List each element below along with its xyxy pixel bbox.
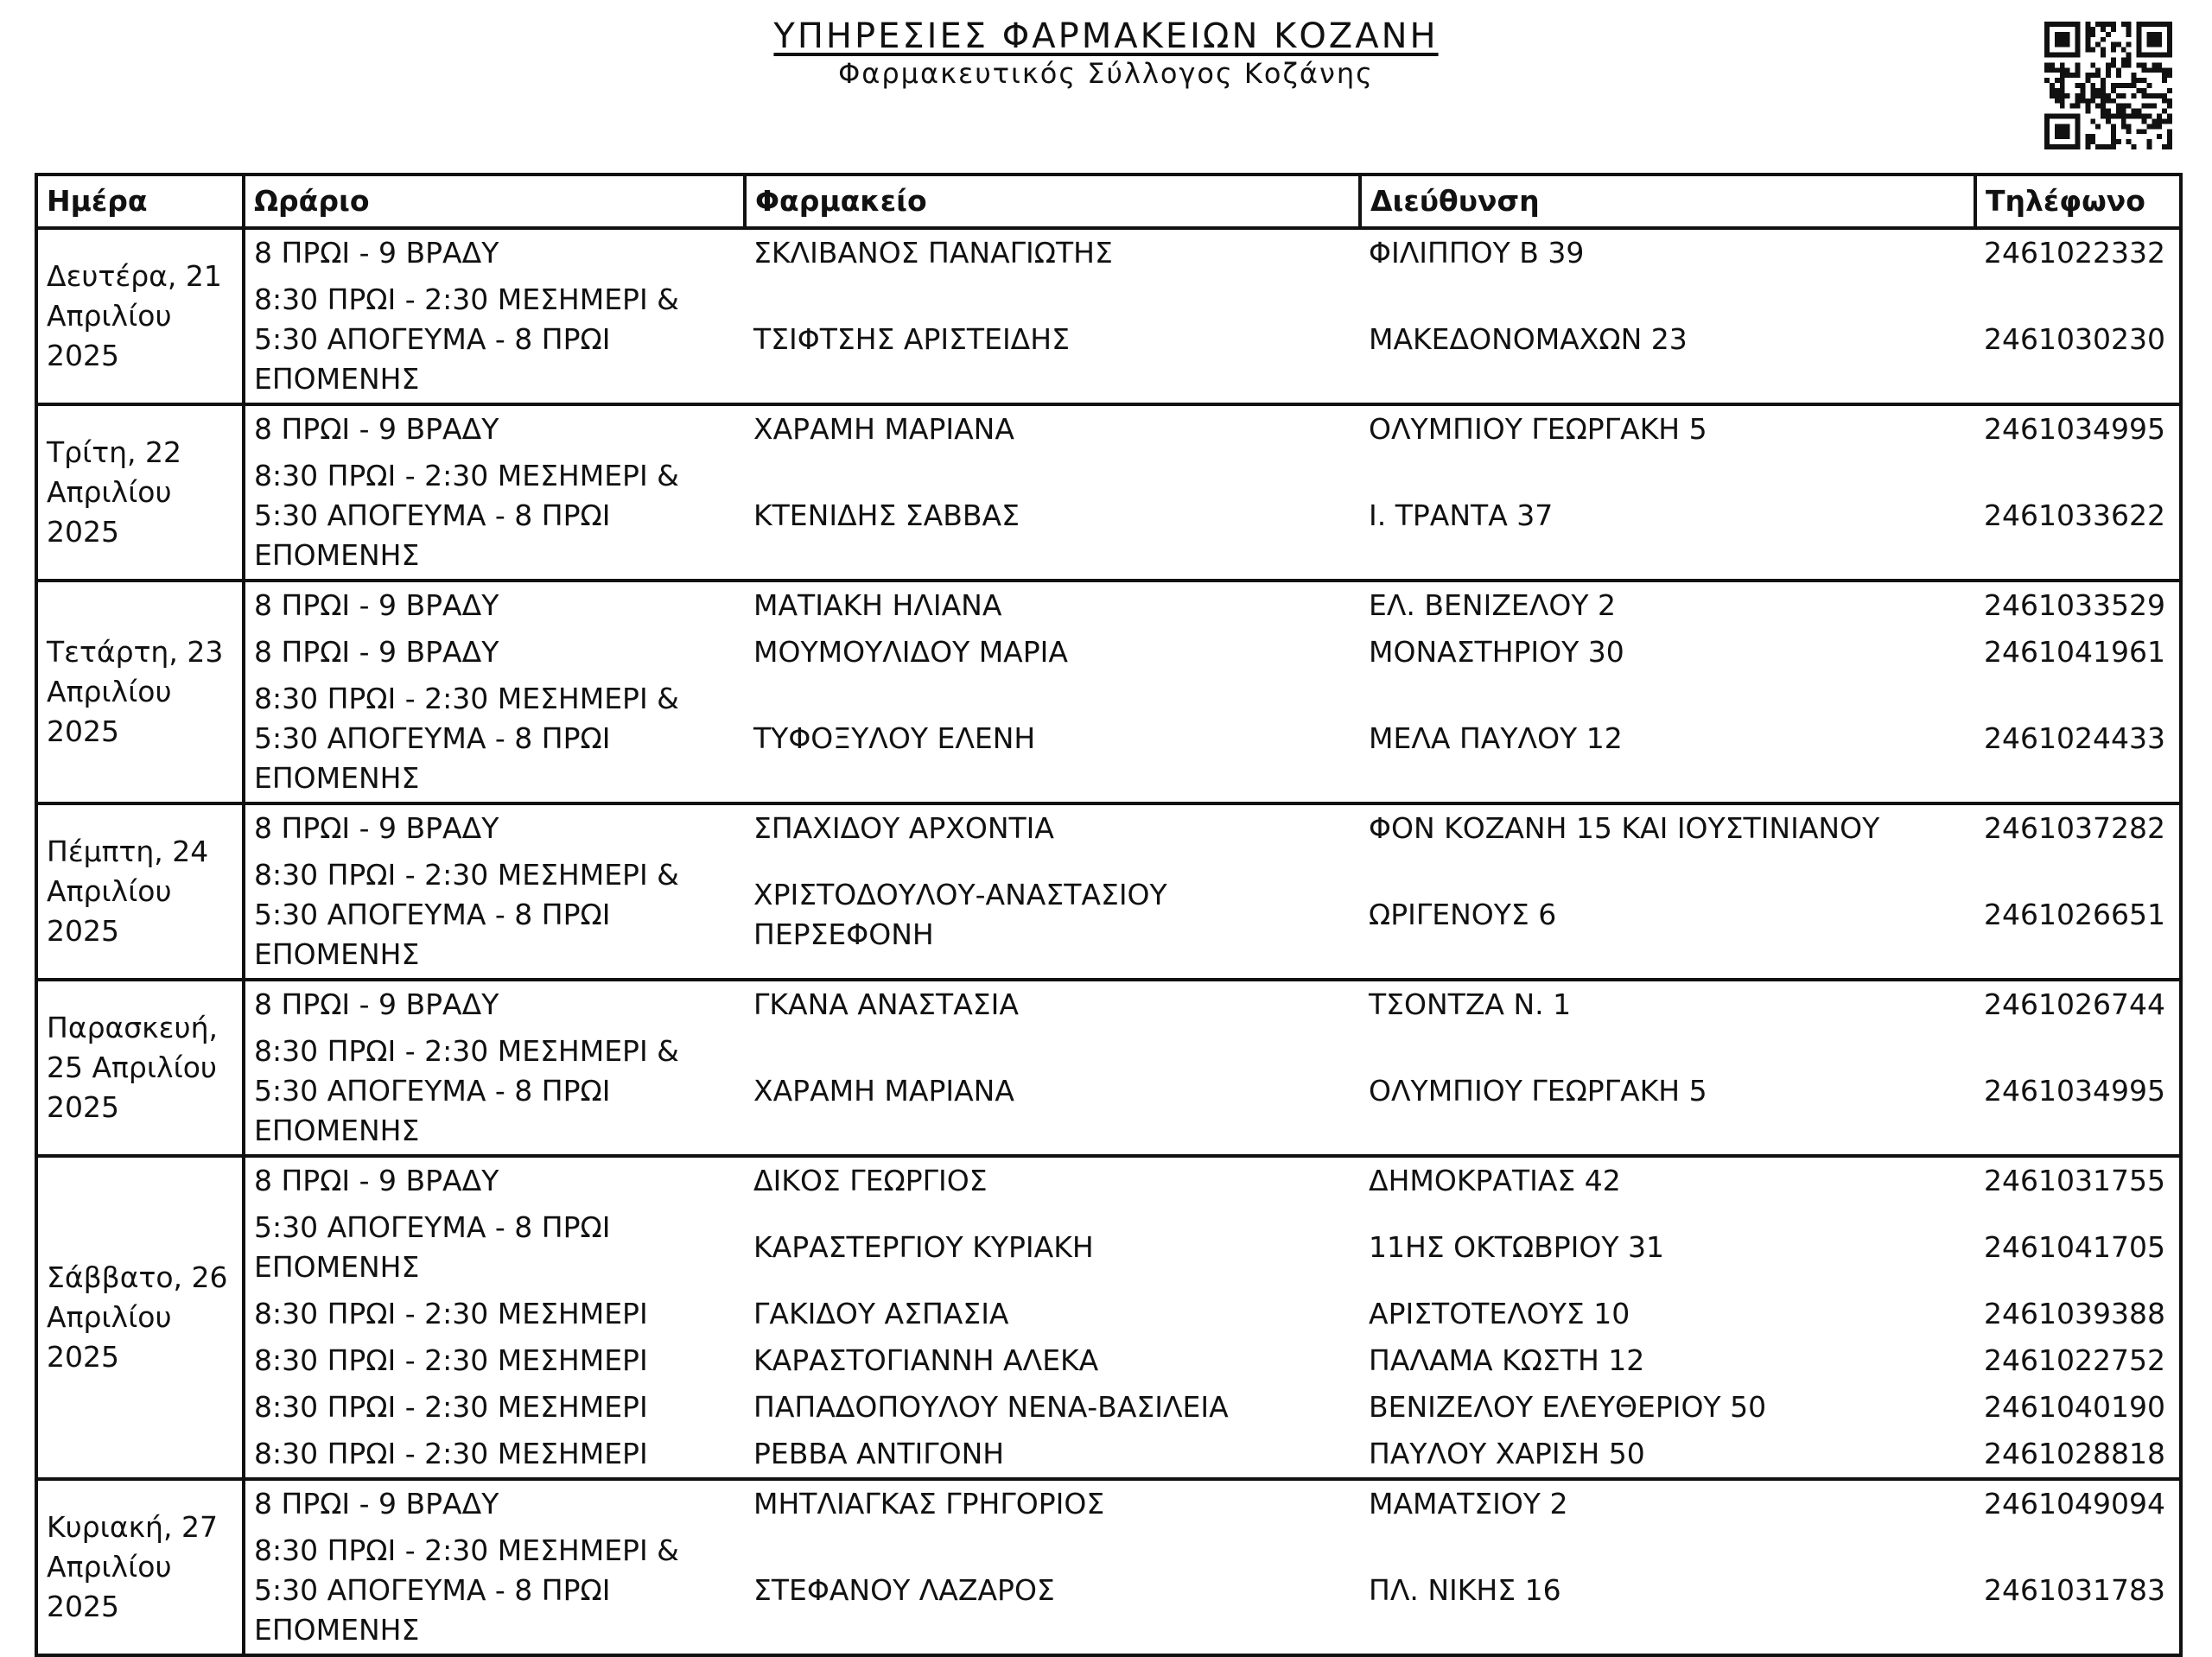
phone-cell: 2461034995: [1984, 1074, 2165, 1108]
hours-cell: 8 ΠΡΩΙ - 9 ΒΡΑΔΥ: [244, 1156, 745, 1204]
address-cell: ΔΗΜΟΚΡΑΤΙΑΣ 42: [1360, 1156, 1975, 1204]
hours-cell: 8:30 ΠΡΩΙ - 2:30 ΜΕΣΗΜΕΡΙ & 5:30 ΑΠΟΓΕΥΜΑ - 8 ΠΡΩΙ ΕΠΟΜΕΝΗΣ: [254, 1533, 679, 1647]
address-cell: ΠΛ. ΝΙΚΗΣ 16: [1369, 1573, 1561, 1607]
day-cell: Κυριακή, 27 Απριλίου 2025: [36, 1479, 244, 1655]
hours-cell: 8 ΠΡΩΙ - 9 ΒΡΑΔΥ: [244, 581, 745, 629]
phone-cell: 2461033622: [1984, 498, 2165, 532]
schedule-body: [36, 228, 2181, 1655]
day-cell: Τρίτη, 22 Απριλίου 2025: [36, 404, 244, 581]
table-row: [36, 404, 2181, 453]
page-subtitle: Φαρμακευτικός Σύλλογος Κοζάνης: [838, 57, 1374, 90]
phone-cell: 2461041705: [1984, 1230, 2165, 1264]
hours-cell: 8:30 ΠΡΩΙ - 2:30 ΜΕΣΗΜΕΡΙ & 5:30 ΑΠΟΓΕΥΜΑ - 8 ΠΡΩΙ ΕΠΟΜΕΝΗΣ: [254, 459, 679, 572]
pharmacy-schedule-table: [35, 173, 2183, 1657]
table-row: [36, 629, 2181, 676]
table-row: [36, 803, 2181, 852]
day-cell: Τετάρτη, 23 Απριλίου 2025: [36, 581, 244, 803]
phone-cell: 2461031783: [1984, 1573, 2165, 1607]
pharmacy-cell: ΧΑΡΑΜΗ ΜΑΡΙΑΝΑ: [745, 404, 1360, 453]
phone-cell: 2461026744: [1975, 980, 2181, 1028]
table-header-row: [36, 175, 2181, 228]
day-cell: Δευτέρα, 21 Απριλίου 2025: [36, 228, 244, 404]
pharmacy-cell: ΧΑΡΑΜΗ ΜΑΡΙΑΝΑ: [753, 1074, 1014, 1108]
address-cell: ΠΑΛΑΜΑ ΚΩΣΤΗ 12: [1369, 1343, 1645, 1377]
phone-cell: 2461041961: [1984, 635, 2165, 669]
column-header-address: Διεύθυνση: [1360, 175, 1975, 228]
hours-cell: 8 ΠΡΩΙ - 9 ΒΡΑΔΥ: [244, 228, 745, 276]
address-cell: ΟΛΥΜΠΙΟΥ ΓΕΩΡΓΑΚΗ 5: [1360, 404, 1975, 453]
pharmacy-cell: ΜΑΤΙΑΚΗ ΗΛΙΑΝΑ: [745, 581, 1360, 629]
table-row: [36, 276, 2181, 404]
table-row: [36, 676, 2181, 803]
day-cell: Πέμπτη, 24 Απριλίου 2025: [36, 803, 244, 980]
phone-cell: 2461030230: [1984, 322, 2165, 356]
table-row: [36, 1431, 2181, 1479]
phone-cell: 2461049094: [1975, 1479, 2181, 1527]
hours-cell: 8:30 ΠΡΩΙ - 2:30 ΜΕΣΗΜΕΡΙ: [254, 1297, 648, 1330]
hours-cell: 5:30 ΑΠΟΓΕΥΜΑ - 8 ΠΡΩΙ ΕΠΟΜΕΝΗΣ: [254, 1210, 611, 1284]
column-header-day: Ημέρα: [36, 175, 244, 228]
pharmacy-cell: ΚΑΡΑΣΤΟΓΙΑΝΝΗ ΑΛΕΚΑ: [753, 1343, 1099, 1377]
qr-code-icon: [2044, 22, 2172, 149]
pharmacy-cell: ΡΕΒΒΑ ΑΝΤΙΓΟΝΗ: [753, 1437, 1005, 1470]
hours-cell: 8 ΠΡΩΙ - 9 ΒΡΑΔΥ: [254, 635, 499, 669]
hours-cell: 8:30 ΠΡΩΙ - 2:30 ΜΕΣΗΜΕΡΙ & 5:30 ΑΠΟΓΕΥΜΑ - 8 ΠΡΩΙ ΕΠΟΜΕΝΗΣ: [254, 682, 679, 795]
address-cell: ΦΙΛΙΠΠΟΥ Β 39: [1360, 228, 1975, 276]
day-cell: Παρασκευή, 25 Απριλίου 2025: [36, 980, 244, 1156]
table-row: [36, 852, 2181, 980]
table-row: [36, 1527, 2181, 1655]
pharmacy-cell: ΣΚΛΙΒΑΝΟΣ ΠΑΝΑΓΙΩΤΗΣ: [745, 228, 1360, 276]
pharmacy-cell: ΓΑΚΙΔΟΥ ΑΣΠΑΣΙΑ: [753, 1297, 1009, 1330]
table-row: [36, 1337, 2181, 1384]
pharmacy-cell: ΔΙΚΟΣ ΓΕΩΡΓΙΟΣ: [745, 1156, 1360, 1204]
address-cell: ΑΡΙΣΤΟΤΕΛΟΥΣ 10: [1369, 1297, 1630, 1330]
table-row: [36, 581, 2181, 629]
pharmacy-cell: ΜΟΥΜΟΥΛΙΔΟΥ ΜΑΡΙΑ: [753, 635, 1068, 669]
phone-cell: 2461022752: [1984, 1343, 2165, 1377]
pharmacy-cell: ΠΑΠΑΔΟΠΟΥΛΟΥ ΝΕΝΑ-ΒΑΣΙΛΕΙΑ: [753, 1390, 1229, 1424]
phone-cell: 2461028818: [1984, 1437, 2165, 1470]
hours-cell: 8:30 ΠΡΩΙ - 2:30 ΜΕΣΗΜΕΡΙ: [254, 1437, 648, 1470]
phone-cell: 2461031755: [1975, 1156, 2181, 1204]
column-header-hours: Ωράριο: [244, 175, 745, 228]
phone-cell: 2461033529: [1975, 581, 2181, 629]
pharmacy-cell: ΧΡΙΣΤΟΔΟΥΛΟΥ-ΑΝΑΣΤΑΣΙΟΥ ΠΕΡΣΕΦΟΝΗ: [753, 878, 1167, 951]
phone-cell: 2461040190: [1984, 1390, 2165, 1424]
address-cell: 11ΗΣ ΟΚΤΩΒΡΙΟΥ 31: [1369, 1230, 1665, 1264]
table-row: [36, 1479, 2181, 1527]
column-header-phone: Τηλέφωνο: [1975, 175, 2181, 228]
address-cell: ΜΟΝΑΣΤΗΡΙΟΥ 30: [1369, 635, 1624, 669]
phone-cell: 2461037282: [1975, 803, 2181, 852]
pharmacy-cell: ΓΚΑΝΑ ΑΝΑΣΤΑΣΙΑ: [745, 980, 1360, 1028]
address-cell: ΕΛ. ΒΕΝΙΖΕΛΟΥ 2: [1360, 581, 1975, 629]
address-cell: ΒΕΝΙΖΕΛΟΥ ΕΛΕΥΘΕΡΙΟΥ 50: [1369, 1390, 1767, 1424]
hours-cell: 8 ΠΡΩΙ - 9 ΒΡΑΔΥ: [244, 980, 745, 1028]
address-cell: ΦΟΝ ΚΟΖΑΝΗ 15 ΚΑΙ ΙΟΥΣΤΙΝΙΑΝΟΥ: [1360, 803, 1975, 852]
table-row: [36, 1204, 2181, 1291]
table-row: [36, 1156, 2181, 1204]
document-header: [0, 16, 2212, 90]
pharmacy-cell: ΚΤΕΝΙΔΗΣ ΣΑΒΒΑΣ: [753, 498, 1020, 532]
hours-cell: 8 ΠΡΩΙ - 9 ΒΡΑΔΥ: [244, 404, 745, 453]
address-cell: ΜΑΚΕΔΟΝΟΜΑΧΩΝ 23: [1369, 322, 1688, 356]
phone-cell: 2461022332: [1975, 228, 2181, 276]
pharmacy-cell: ΣΠΑΧΙΔΟΥ ΑΡΧΟΝΤΙΑ: [745, 803, 1360, 852]
hours-cell: 8:30 ΠΡΩΙ - 2:30 ΜΕΣΗΜΕΡΙ: [254, 1343, 648, 1377]
hours-cell: 8 ΠΡΩΙ - 9 ΒΡΑΔΥ: [244, 803, 745, 852]
address-cell: ΤΣΟΝΤΖΑ Ν. 1: [1360, 980, 1975, 1028]
address-cell: Ι. ΤΡΑΝΤΑ 37: [1369, 498, 1554, 532]
column-header-pharmacy: Φαρμακείο: [745, 175, 1360, 228]
address-cell: ΠΑΥΛΟΥ ΧΑΡΙΣΗ 50: [1369, 1437, 1645, 1470]
address-cell: ΩΡΙΓΕΝΟΥΣ 6: [1369, 898, 1557, 931]
table-row: [36, 1384, 2181, 1431]
phone-cell: 2461024433: [1984, 721, 2165, 755]
hours-cell: 8:30 ΠΡΩΙ - 2:30 ΜΕΣΗΜΕΡΙ: [254, 1390, 648, 1424]
table-row: [36, 228, 2181, 276]
table-row: [36, 1028, 2181, 1156]
table-row: [36, 453, 2181, 581]
phone-cell: 2461034995: [1975, 404, 2181, 453]
pharmacy-cell: ΣΤΕΦΑΝΟΥ ΛΑΖΑΡΟΣ: [753, 1573, 1055, 1607]
day-cell: Σάββατο, 26 Απριλίου 2025: [36, 1156, 244, 1479]
table-row: [36, 980, 2181, 1028]
hours-cell: 8 ΠΡΩΙ - 9 ΒΡΑΔΥ: [244, 1479, 745, 1527]
address-cell: ΟΛΥΜΠΙΟΥ ΓΕΩΡΓΑΚΗ 5: [1369, 1074, 1707, 1108]
pharmacy-cell: ΚΑΡΑΣΤΕΡΓΙΟΥ ΚΥΡΙΑΚΗ: [753, 1230, 1094, 1264]
table-row: [36, 1291, 2181, 1337]
phone-cell: 2461026651: [1984, 898, 2165, 931]
hours-cell: 8:30 ΠΡΩΙ - 2:30 ΜΕΣΗΜΕΡΙ & 5:30 ΑΠΟΓΕΥΜΑ - 8 ΠΡΩΙ ΕΠΟΜΕΝΗΣ: [254, 1034, 679, 1147]
pharmacy-cell: ΤΥΦΟΞΥΛΟΥ ΕΛΕΝΗ: [753, 721, 1036, 755]
hours-cell: 8:30 ΠΡΩΙ - 2:30 ΜΕΣΗΜΕΡΙ & 5:30 ΑΠΟΓΕΥΜΑ - 8 ΠΡΩΙ ΕΠΟΜΕΝΗΣ: [254, 283, 679, 396]
pharmacy-cell: ΜΗΤΛΙΑΓΚΑΣ ΓΡΗΓΟΡΙΟΣ: [745, 1479, 1360, 1527]
page-title: ΥΠΗΡΕΣΙΕΣ ΦΑΡΜΑΚΕΙΩΝ ΚΟΖΑΝΗ: [773, 16, 1439, 56]
pharmacy-cell: ΤΣΙΦΤΣΗΣ ΑΡΙΣΤΕΙΔΗΣ: [753, 322, 1070, 356]
address-cell: ΜΑΜΑΤΣΙΟΥ 2: [1360, 1479, 1975, 1527]
phone-cell: 2461039388: [1984, 1297, 2165, 1330]
address-cell: ΜΕΛΑ ΠΑΥΛΟΥ 12: [1369, 721, 1623, 755]
hours-cell: 8:30 ΠΡΩΙ - 2:30 ΜΕΣΗΜΕΡΙ & 5:30 ΑΠΟΓΕΥΜΑ - 8 ΠΡΩΙ ΕΠΟΜΕΝΗΣ: [254, 858, 679, 971]
